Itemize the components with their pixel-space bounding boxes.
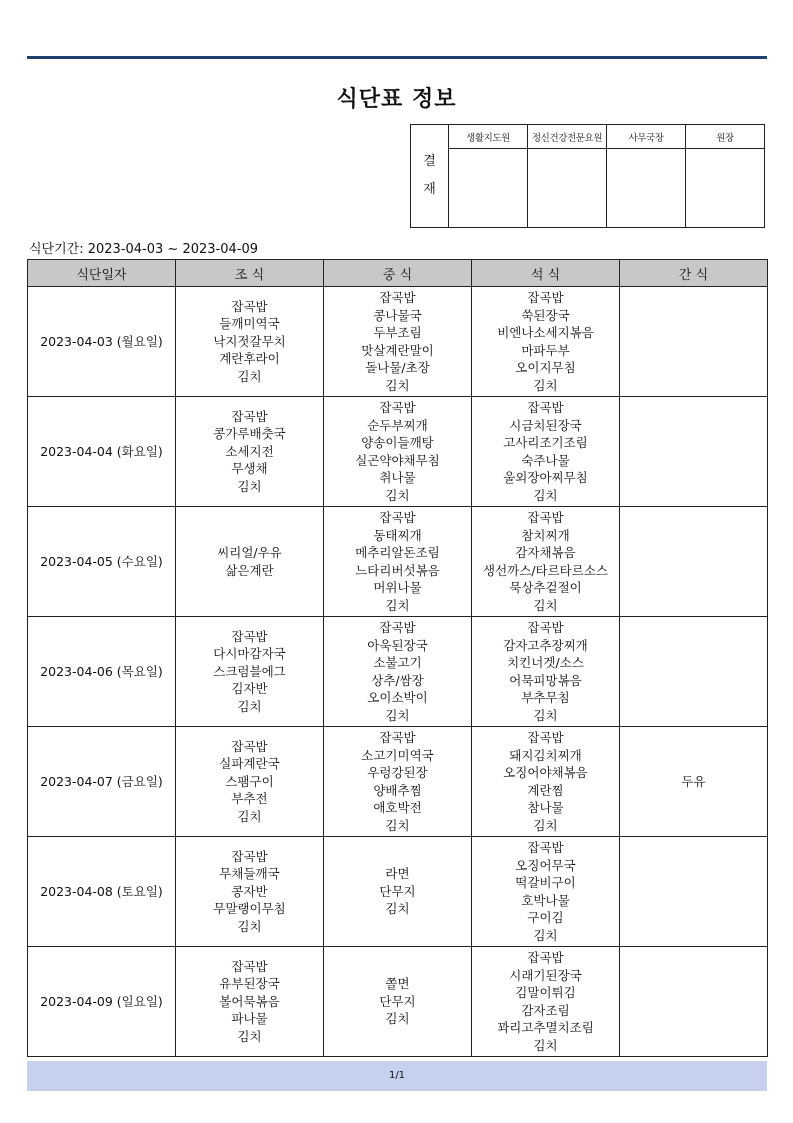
food-item: 잡곡밥: [231, 628, 268, 644]
page-number: 1/1: [388, 1070, 406, 1081]
food-item: 시래기된장국: [509, 967, 582, 983]
food-item: 순두부찌개: [367, 417, 428, 433]
menu-date-cell: 2023-04-09 (일요일): [28, 947, 176, 1057]
food-item: 김치: [533, 927, 558, 943]
food-item: 참나물: [527, 800, 564, 815]
menu-row: [28, 507, 768, 617]
menu-date-cell: 2023-04-05 (수요일): [28, 507, 176, 617]
food-item: 김치: [533, 817, 558, 833]
food-item: 구이김: [527, 910, 564, 925]
food-item: 스크럼블에그: [213, 663, 286, 679]
top-divider: [27, 56, 767, 59]
approval-role: 정신건강전문요원: [528, 125, 607, 149]
food-item: 라면: [385, 866, 410, 882]
food-item: 계란찜: [527, 782, 564, 798]
menu-body: [28, 287, 768, 1057]
food-item: 김치: [533, 487, 558, 503]
food-item: 무생채: [231, 461, 268, 477]
food-item: 돼지김치찌개: [509, 747, 582, 763]
snack-cell: [620, 837, 768, 947]
food-item: 낙지젓갈무치: [213, 333, 286, 349]
food-item: 김치: [385, 377, 410, 393]
food-item: 김치: [385, 817, 410, 833]
food-item: 쫄면: [385, 976, 410, 992]
food-item: 김치: [385, 901, 410, 917]
food-item: 김치: [237, 368, 262, 384]
snack-cell: [620, 947, 768, 1057]
food-item: 양송이들깨탕: [361, 435, 434, 450]
food-item: 숙주나물: [521, 452, 570, 468]
food-item: 콩가루배춧국: [213, 426, 286, 442]
lunch-cell: [324, 397, 472, 507]
food-item: 울외장아찌무침: [503, 470, 588, 485]
food-item: 잡곡밥: [527, 840, 564, 855]
food-item: 어묵피망볶음: [509, 672, 582, 688]
food-item: 치킨너겟/소스: [507, 655, 584, 670]
food-item: 느타리버섯볶음: [355, 562, 440, 578]
food-item: 소세지전: [225, 443, 274, 459]
snack-cell: [620, 617, 768, 727]
food-item: 비엔나소세지볶음: [497, 325, 594, 340]
food-item: 콩자반: [231, 883, 268, 899]
food-item: 부추무침: [521, 690, 570, 705]
approval-role: 원장: [686, 125, 765, 149]
food-item: 김치: [533, 1037, 558, 1053]
food-item: 무말랭이무침: [213, 901, 286, 917]
food-item: 단무지: [379, 883, 416, 899]
food-item: 우렁강된장: [367, 765, 428, 780]
food-item: 김치: [385, 1011, 410, 1027]
food-item: 김치: [237, 698, 262, 714]
menu-date-cell: 2023-04-06 (목요일): [28, 617, 176, 727]
food-item: 오이소박이: [367, 690, 428, 705]
signature-box: [449, 149, 528, 228]
food-item: 계란후라이: [219, 351, 280, 367]
breakfast-cell: [176, 617, 324, 727]
breakfast-cell: [176, 507, 324, 617]
header-lunch: 중 식: [324, 260, 472, 287]
lunch-cell: [324, 727, 472, 837]
breakfast-cell: [176, 837, 324, 947]
food-item: 들깨미역국: [219, 316, 280, 332]
dinner-cell: [472, 507, 620, 617]
header-dinner: 석 식: [472, 260, 620, 287]
food-item: 쑥된장국: [521, 307, 570, 323]
food-item: 김치: [533, 377, 558, 393]
menu-row: [28, 287, 768, 397]
food-item: 취나물: [379, 470, 416, 485]
food-item: 머위나물: [373, 580, 422, 595]
food-item: 잡곡밥: [379, 290, 416, 305]
header-breakfast: 조 식: [176, 260, 324, 287]
food-item: 김치: [385, 487, 410, 503]
menu-date-cell: 2023-04-08 (토요일): [28, 837, 176, 947]
food-item: 잡곡밥: [527, 620, 564, 635]
food-item: 호박나물: [521, 892, 570, 908]
food-item: 맛살계란말이: [361, 342, 434, 358]
breakfast-cell: [176, 287, 324, 397]
food-item: 단무지: [379, 993, 416, 1009]
menu-date-cell: 2023-04-07 (금요일): [28, 727, 176, 837]
food-item: 잡곡밥: [527, 950, 564, 965]
food-item: 스팸구이: [225, 773, 274, 789]
breakfast-cell: [176, 947, 324, 1057]
food-item: 애호박전: [373, 800, 422, 815]
lunch-cell: [324, 507, 472, 617]
food-item: 김치: [237, 478, 262, 494]
food-item: 파나물: [231, 1011, 268, 1027]
dinner-cell: [472, 397, 620, 507]
dinner-cell: [472, 287, 620, 397]
menu-row: [28, 947, 768, 1057]
page-title: 식단표 정보: [336, 87, 457, 112]
food-item: 김치: [237, 1028, 262, 1044]
snack-cell: [620, 727, 768, 837]
food-item: 시금치된장국: [509, 417, 582, 433]
food-item: 씨리얼/우유: [217, 545, 282, 560]
food-item: 두유: [681, 773, 706, 789]
food-item: 잡곡밥: [527, 290, 564, 305]
food-item: 김치: [237, 808, 262, 824]
signature-box: [686, 149, 765, 228]
dinner-cell: [472, 727, 620, 837]
approval-role: 사무국장: [607, 125, 686, 149]
food-item: 아욱된장국: [367, 637, 428, 653]
food-item: 꽈리고추멸치조림: [497, 1020, 594, 1035]
breakfast-cell: [176, 397, 324, 507]
food-item: 잡곡밥: [527, 510, 564, 525]
food-item: 볼어묵볶음: [219, 993, 280, 1009]
food-item: 콩나물국: [373, 307, 422, 323]
food-item: 부추전: [231, 791, 268, 807]
menu-date-cell: 2023-04-04 (화요일): [28, 397, 176, 507]
lunch-cell: [324, 617, 472, 727]
food-item: 묵상추겉절이: [509, 580, 582, 595]
food-item: 메추리알돈조림: [355, 545, 440, 560]
food-item: 잡곡밥: [231, 298, 268, 314]
page-footer: [27, 1061, 767, 1091]
food-item: 두부조림: [373, 325, 422, 340]
food-item: 감자고추장찌개: [503, 637, 588, 653]
header-snack: 간 식: [620, 260, 768, 287]
food-item: 김치: [237, 918, 262, 934]
food-item: 감자채볶음: [515, 545, 576, 560]
dinner-cell: [472, 947, 620, 1057]
food-item: 오이지무침: [515, 360, 576, 375]
food-item: 김치: [533, 597, 558, 613]
header-date: 식단일자: [28, 260, 176, 287]
food-item: 잡곡밥: [527, 730, 564, 745]
approval-label: [411, 125, 449, 228]
food-item: 떡갈비구이: [515, 875, 576, 890]
food-item: 참치찌개: [521, 527, 570, 543]
signature-box: [607, 149, 686, 228]
food-item: 돌나물/초장: [365, 360, 430, 375]
food-item: 실파계란국: [219, 756, 280, 772]
food-item: 상추/쌈장: [371, 672, 424, 688]
dinner-cell: [472, 837, 620, 947]
food-item: 소불고기: [373, 655, 422, 670]
snack-cell: [620, 397, 768, 507]
food-item: 잡곡밥: [379, 730, 416, 745]
food-item: 잡곡밥: [527, 400, 564, 415]
food-item: 오징어야채볶음: [503, 765, 588, 780]
food-item: 고사리조기조림: [503, 435, 588, 450]
food-item: 유부된장국: [219, 976, 280, 992]
food-item: 김자반: [231, 681, 268, 697]
menu-row: [28, 727, 768, 837]
menu-row: [28, 617, 768, 727]
menu-period: 식단기간: 2023-04-03 ~ 2023-04-09: [29, 242, 259, 257]
food-item: 김말이튀김: [515, 985, 576, 1000]
food-item: 잡곡밥: [231, 738, 268, 754]
lunch-cell: [324, 837, 472, 947]
food-item: 김치: [533, 707, 558, 723]
food-item: 다시마감자국: [213, 646, 286, 662]
snack-cell: [620, 507, 768, 617]
menu-row: [28, 837, 768, 947]
food-item: 동태찌개: [373, 527, 422, 543]
approval-label-char: 재: [423, 182, 436, 197]
food-item: 마파두부: [521, 342, 570, 358]
lunch-cell: [324, 947, 472, 1057]
dinner-cell: [472, 617, 620, 727]
menu-table: [27, 259, 768, 1057]
food-item: 오징어무국: [515, 857, 576, 873]
food-item: 잡곡밥: [379, 620, 416, 635]
food-item: 잡곡밥: [231, 958, 268, 974]
food-item: 잡곡밥: [379, 400, 416, 415]
food-item: 양배추찜: [373, 782, 422, 798]
food-item: 김치: [385, 597, 410, 613]
food-item: 실곤약야채무침: [355, 452, 440, 468]
approval-table: [410, 124, 765, 228]
menu-row: [28, 397, 768, 507]
food-item: 무채들깨국: [219, 866, 280, 882]
food-item: 김치: [385, 707, 410, 723]
lunch-cell: [324, 287, 472, 397]
food-item: 잡곡밥: [231, 848, 268, 864]
food-item: 생선까스/타르타르소스: [483, 562, 608, 578]
approval-role: 생활지도원: [449, 125, 528, 149]
food-item: 잡곡밥: [231, 408, 268, 424]
approval-label-char: 결: [423, 154, 436, 169]
snack-cell: [620, 287, 768, 397]
signature-box: [528, 149, 607, 228]
food-item: 감자조림: [521, 1002, 570, 1018]
breakfast-cell: [176, 727, 324, 837]
menu-date-cell: 2023-04-03 (월요일): [28, 287, 176, 397]
food-item: 삶은계란: [225, 562, 274, 578]
food-item: 잡곡밥: [379, 510, 416, 525]
food-item: 소고기미역국: [361, 747, 434, 763]
menu-header-row: [28, 260, 768, 287]
